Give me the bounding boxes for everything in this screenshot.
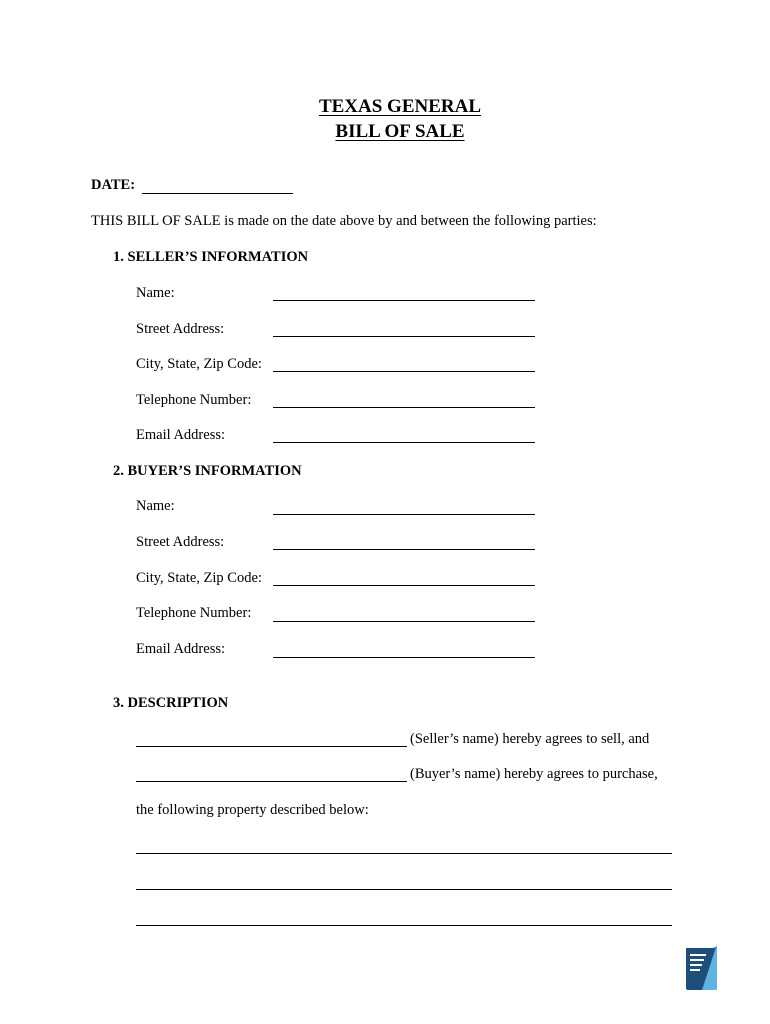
buyer-email-field[interactable] xyxy=(273,657,535,658)
seller-name-blank[interactable] xyxy=(136,746,407,747)
seller-name-field[interactable] xyxy=(273,300,535,301)
buyer-email-label: Email Address: xyxy=(136,641,226,657)
buyer-phone-field[interactable] xyxy=(273,621,535,622)
date-field[interactable] xyxy=(142,193,293,194)
description-heading: 3. DESCRIPTION xyxy=(113,695,229,711)
seller-street-label: Street Address: xyxy=(136,321,225,337)
property-description-line-3[interactable] xyxy=(136,925,672,926)
seller-email-field[interactable] xyxy=(273,442,535,443)
buyer-clause-text: (Buyer’s name) hereby agrees to purchase, xyxy=(410,766,658,782)
date-label: DATE: xyxy=(91,177,136,193)
seller-email-label: Email Address: xyxy=(136,427,226,443)
seller-phone-label: Telephone Number: xyxy=(136,392,252,408)
document-logo-icon xyxy=(684,942,718,992)
seller-heading: 1. SELLER’S INFORMATION xyxy=(113,249,309,265)
document-title-line-2: BILL OF SALE xyxy=(335,121,465,142)
buyer-city-label: City, State, Zip Code: xyxy=(136,570,262,586)
seller-phone-field[interactable] xyxy=(273,407,535,408)
buyer-name-label: Name: xyxy=(136,498,175,514)
seller-clause-text: (Seller’s name) hereby agrees to sell, and xyxy=(410,731,650,747)
property-description-line-1[interactable] xyxy=(136,853,672,854)
buyer-city-field[interactable] xyxy=(273,585,535,586)
buyer-name-field[interactable] xyxy=(273,514,535,515)
buyer-phone-label: Telephone Number: xyxy=(136,605,252,621)
seller-street-field[interactable] xyxy=(273,336,535,337)
buyer-street-label: Street Address: xyxy=(136,534,225,550)
buyer-heading: 2. BUYER’S INFORMATION xyxy=(113,463,302,479)
buyer-street-field[interactable] xyxy=(273,549,535,550)
seller-city-field[interactable] xyxy=(273,371,535,372)
buyer-name-blank[interactable] xyxy=(136,781,407,782)
property-intro-text: the following property described below: xyxy=(136,802,369,818)
seller-name-label: Name: xyxy=(136,285,175,301)
property-description-line-2[interactable] xyxy=(136,889,672,890)
intro-text: THIS BILL OF SALE is made on the date above by and between the following parties: xyxy=(91,213,597,229)
document-title-line-1: TEXAS GENERAL xyxy=(318,96,482,117)
seller-city-label: City, State, Zip Code: xyxy=(136,356,262,372)
